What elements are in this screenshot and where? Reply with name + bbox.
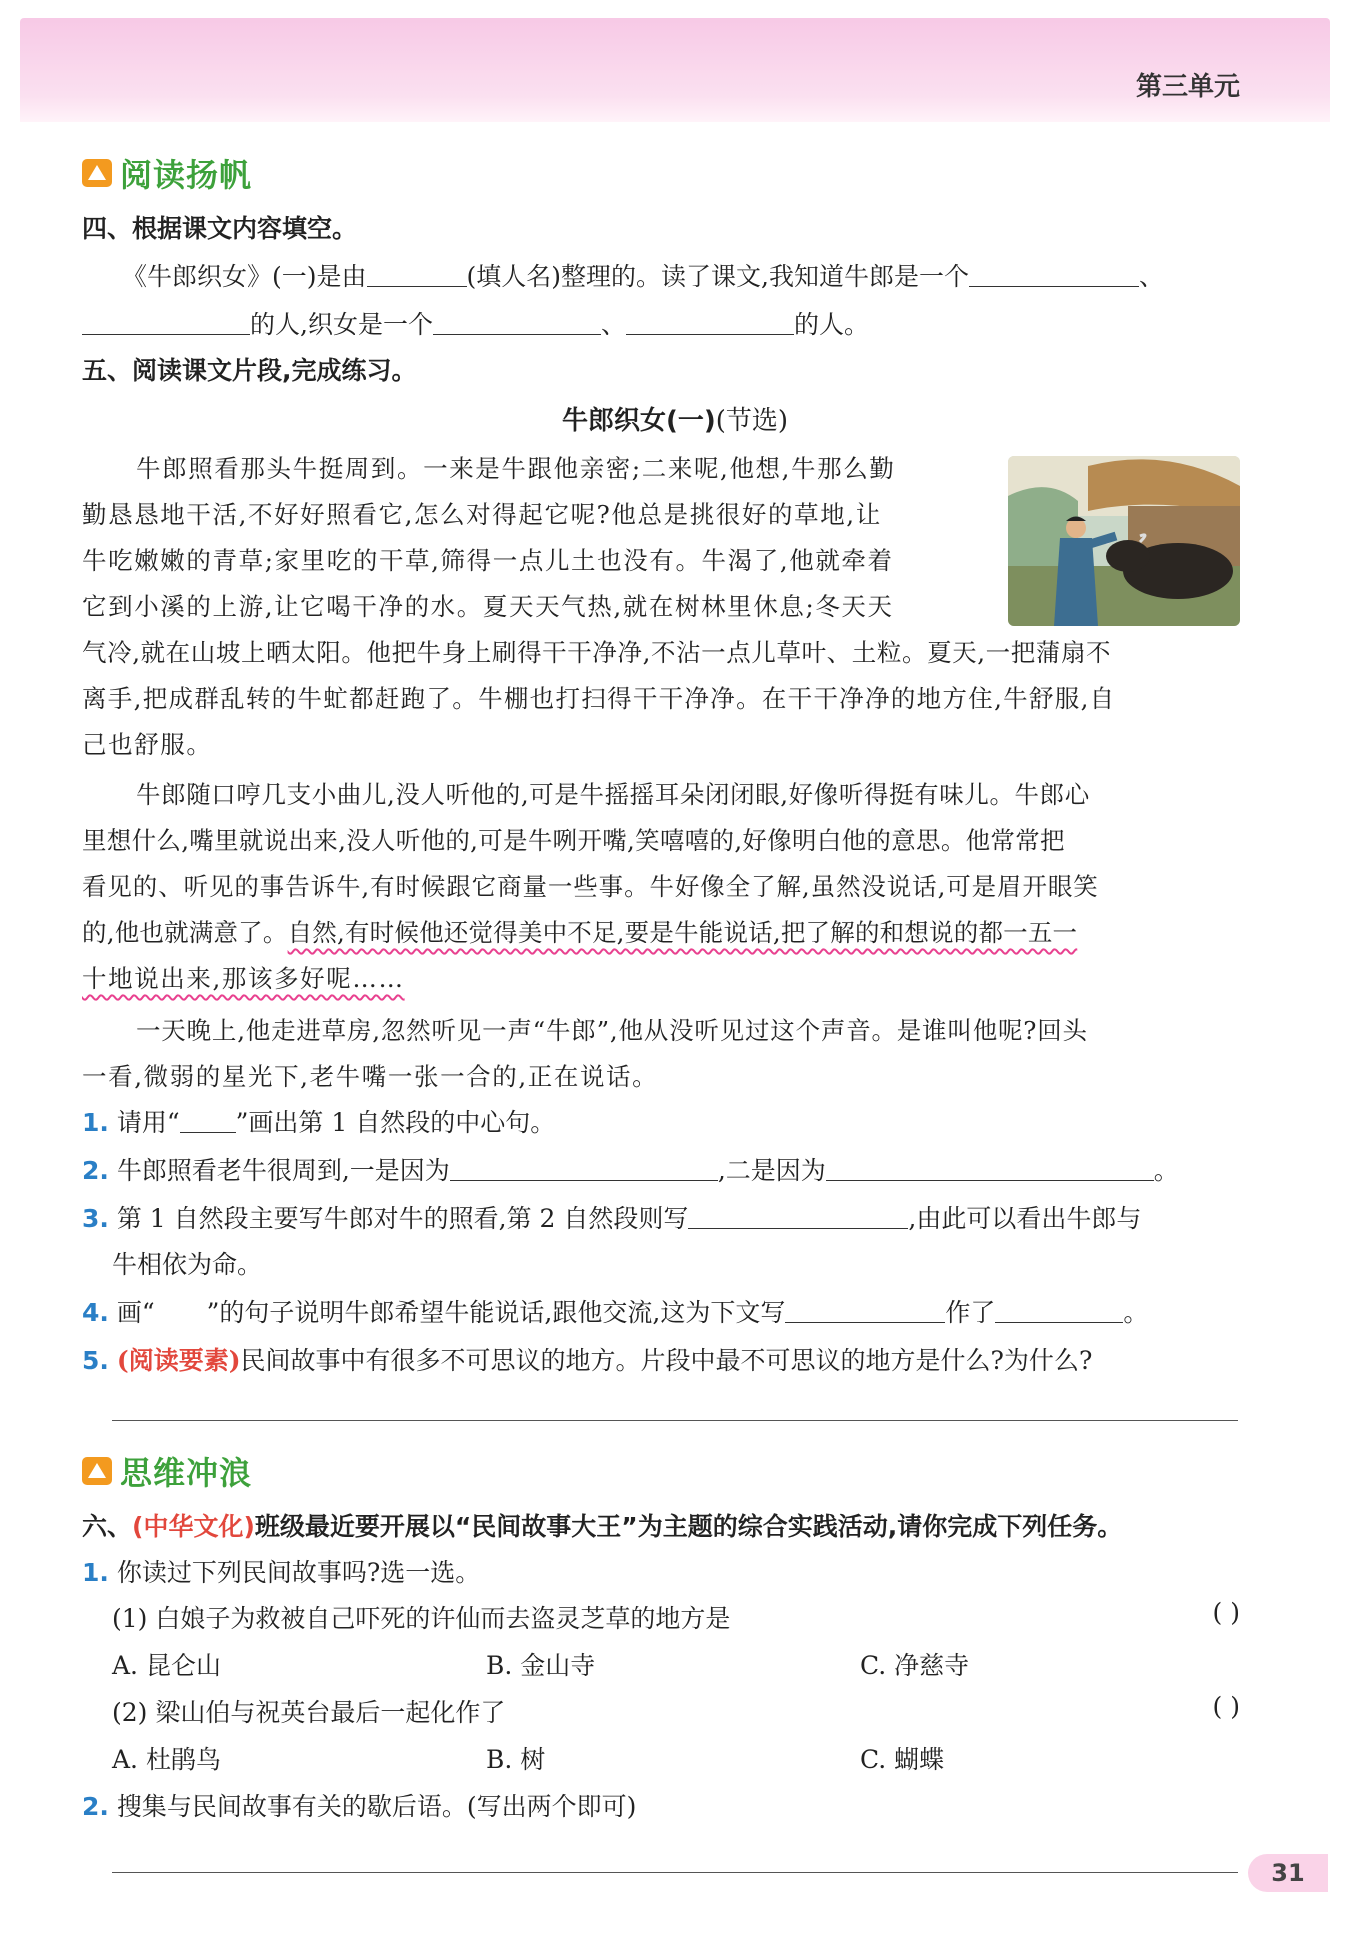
section-title: 阅读扬帆 [120,156,253,194]
question-5-title: 五、阅读课文片段,完成练习。 [82,356,417,385]
q5-item-3-continued: 牛相依为命。 [112,1250,263,1279]
answer-parentheses[interactable]: ( ) [1212,1692,1240,1721]
q6-item-1 [82,1550,1238,1596]
passage-title-text: 牛郎织女(一) [561,406,716,436]
wave-icon [82,1457,112,1485]
wavy-underlined-sentence: 自然,有时候他还觉得美中不足,要是牛能说话,把了解的和想说的都一五一 [287,918,1078,947]
q5-item-2 [82,1148,1238,1194]
page-header-band [20,18,1330,122]
q6-text: 班级最近要开展以“民间故事大王”为主题的综合实践活动,请你完成下列任务。 [254,1512,1123,1541]
culture-tag: (中华文化) [132,1512,255,1541]
item-number: 5. [82,1346,109,1375]
item-text: ,二是因为 [717,1156,826,1185]
passage-note: (节选) [715,406,789,436]
q4-text: (填人名)整理的。读了课文,我知道牛郎是一个 [466,262,969,291]
item-text: 画“ [116,1298,155,1327]
option-a[interactable]: A. 昆仑山 [112,1651,221,1680]
passage-line: 一看,微弱的星光下,老牛嘴一张一合的,正在说话。 [82,1062,659,1091]
section-title: 思维冲浪 [120,1454,253,1492]
item-text: 你读过下列民间故事吗?选一选。 [116,1558,481,1587]
passage-line [82,910,1242,956]
item-text: 牛郎照看老牛很周到,一是因为 [116,1156,450,1185]
sail-icon [82,159,112,187]
passage-line: 里想什么,嘴里就说出来,没人听他的,可是牛咧开嘴,笑嘻嘻的,好像明白他的意思。他常常把 [82,826,1065,855]
item-text: ”画出第 1 自然段的中心句。 [235,1108,556,1137]
q4-text: 的人,织女是一个 [250,310,433,339]
q5-item-3 [82,1196,1238,1242]
item-text: ,由此可以看出牛郎与 [908,1204,1142,1233]
item-text: 。 [1123,1298,1149,1327]
option-a[interactable]: A. 杜鹃鸟 [112,1745,221,1774]
sample-line-mark [180,1110,236,1133]
fill-blank[interactable] [367,258,467,287]
item-text: 请用“ [116,1108,180,1137]
q4-text: 的人。 [793,310,869,339]
wavy-underlined-sentence: 十地说出来,那该多好呢…… [82,964,405,993]
passage-line: 勤恳恳地干活,不好好照看它,怎么对得起它呢?他总是挑很好的草地,让 [82,500,882,529]
item-number: 4. [82,1298,109,1327]
item-number: 1. [82,1558,109,1587]
reading-element-tag: (阅读要素) [116,1346,241,1375]
fill-blank[interactable] [785,1294,945,1323]
sample-wavy-mark [155,1290,207,1336]
option-b[interactable]: B. 金山寺 [486,1651,596,1680]
answer-line[interactable] [112,1420,1238,1421]
item-number: 1. [82,1108,109,1137]
q5-item-5 [82,1338,1238,1384]
fill-blank[interactable] [82,306,250,335]
passage-line: 它到小溪的上游,让它喝干净的水。夏天天气热,就在树林里休息;冬天天 [82,592,894,621]
question-4-line-2 [82,302,1238,348]
question-4-line-1 [122,254,1238,300]
passage-line: 一天晚上,他走进草房,忽然听见一声“牛郎”,他从没听见过这个声音。是谁叫他呢?回头 [136,1016,1088,1045]
q4-text: 、 [600,310,626,339]
q6-prefix: 六、 [82,1512,133,1541]
item-text: ”的句子说明牛郎希望牛能说话,跟他交流,这为下文写 [206,1298,786,1327]
passage-line: 看见的、听见的事告诉牛,有时候跟它商量一些事。牛好像全了解,虽然没说话,可是眉开眼笑 [82,872,1099,901]
passage-title [0,400,1350,437]
option-c[interactable]: C. 净慈寺 [860,1651,970,1680]
fill-blank[interactable] [626,306,794,335]
passage-line: 牛吃嫩嫩的青草;家里吃的干草,筛得一点儿土也没有。牛渴了,他就牵着 [82,546,894,575]
fill-blank[interactable] [433,306,601,335]
item-text: 民间故事中有很多不可思议的地方。片段中最不可思议的地方是什么?为什么? [240,1346,1093,1375]
option-c[interactable]: C. 蝴蝶 [860,1745,945,1774]
page-number: 31 [1248,1854,1328,1892]
q5-item-4 [82,1290,1238,1336]
q5-item-1 [82,1100,1238,1146]
item-text: 。 [1153,1156,1179,1185]
item-text: 搜集与民间故事有关的歇后语。(写出两个即可) [116,1792,637,1821]
passage-line: 气冷,就在山坡上晒太阳。他把牛身上刷得干干净净,不沾一点儿草叶、土粒。夏天,一把蒲扇不 [82,638,1112,667]
q4-text: 《牛郎织女》(一)是由 [122,262,367,291]
passage-line: 己也舒服。 [82,730,213,759]
fill-blank[interactable] [826,1152,1154,1181]
fill-blank[interactable] [450,1152,718,1181]
unit-label: 第三单元 [1135,72,1240,102]
passage-line [82,956,405,1002]
passage-line: 离手,把成群乱转的牛虻都赶跑了。牛棚也打扫得干干净净。在干干净净的地方住,牛舒服,自 [82,684,1116,713]
q6-item-2 [82,1784,1238,1830]
item-text: 第 1 自然段主要写牛郎对牛的照看,第 2 自然段则写 [116,1204,689,1233]
item-number: 2. [82,1792,109,1821]
answer-parentheses[interactable]: ( ) [1212,1598,1240,1627]
fill-blank[interactable] [969,258,1139,287]
passage-line: 牛郎照看那头牛挺周到。一来是牛跟他亲密;二来呢,他想,牛那么勤 [136,454,896,483]
section-heading-reading [82,150,252,196]
q6-sub-1: (1) 白娘子为救被自己吓死的许仙而去盗灵芝草的地方是 [112,1604,731,1633]
item-text: 作了 [945,1298,996,1327]
q6-sub-2: (2) 梁山伯与祝英台最后一起化作了 [112,1698,506,1727]
q4-text: 、 [1138,262,1164,291]
fill-blank[interactable] [995,1294,1123,1323]
passage-line: 牛郎随口哼几支小曲儿,没人听他的,可是牛摇摇耳朵闭闭眼,好像听得挺有味儿。牛郎心 [136,780,1090,809]
story-illustration [1008,456,1240,626]
item-number: 2. [82,1156,109,1185]
question-4-title: 四、根据课文内容填空。 [82,214,358,243]
option-b[interactable]: B. 树 [486,1745,546,1774]
fill-blank[interactable] [688,1200,908,1229]
passage-text: 的,他也就满意了。 [82,918,288,947]
answer-line[interactable] [112,1872,1238,1873]
item-number: 3. [82,1204,109,1233]
question-6-title [82,1504,1238,1550]
section-heading-thinking [82,1448,252,1494]
